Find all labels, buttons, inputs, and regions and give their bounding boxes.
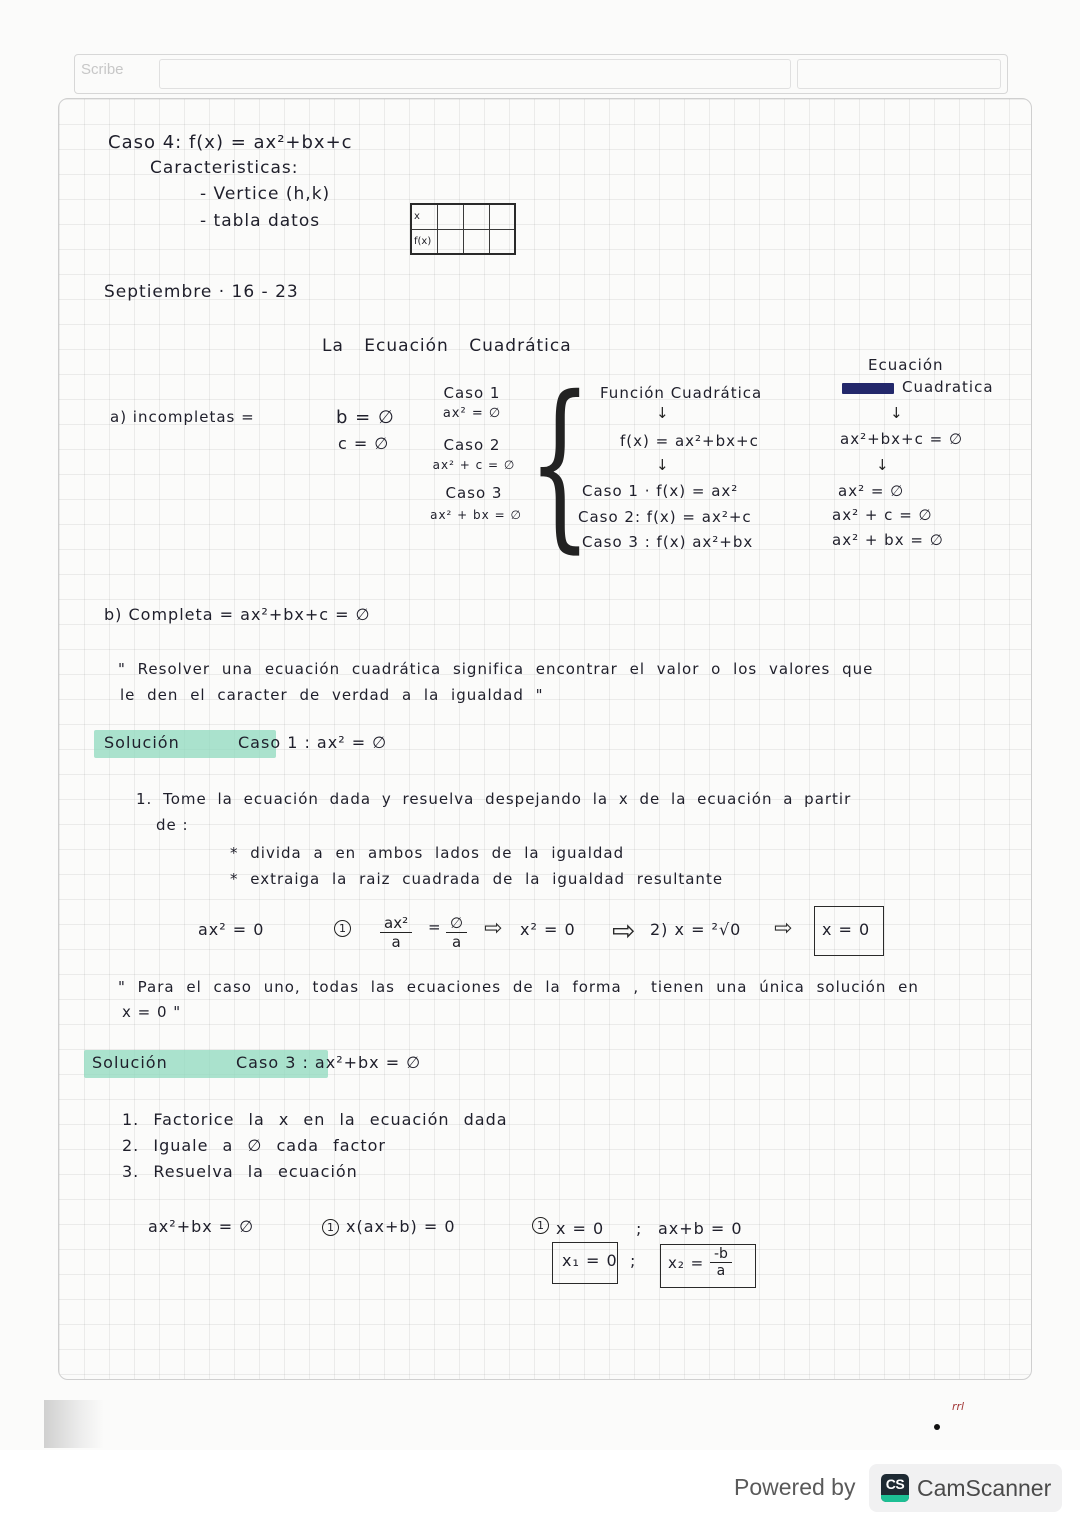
camscanner-brand-name: CamScanner [917,1475,1052,1501]
implies-arrow-icon: ⇨ [774,916,793,941]
ecuacion-general-form: ax²+bx+c = ∅ [840,430,964,448]
funcion-case-2: Caso 2: f(x) = ax²+c [578,508,752,526]
incompleta-case-1-name: Caso 1 [443,384,501,402]
date-heading: Septiembre · 16 - 23 [104,282,299,302]
caso4-title: Caso 4: f(x) = ax²+bx+c [108,132,353,153]
bullet-vertice: - Vertice (h,k) [200,184,331,204]
ink-dot [934,1424,940,1430]
funcion-general-form: f(x) = ax²+bx+c [620,432,759,450]
funcion-cuadratica-title: Función Cuadrática [600,384,763,402]
solucion3-linear: ax+b = 0 [658,1219,743,1238]
solucion3-factored: x(ax+b) = 0 [346,1217,456,1236]
incompletas-label: a) incompletas = [110,408,255,426]
curly-brace: { [528,357,592,569]
implies-arrow-icon: ⇨ [484,916,503,941]
c-condition: c = ∅ [338,434,390,453]
solucion3-answer-x1: x₁ = 0 [562,1251,618,1270]
solucion3-step-2: 2. Iguale a ∅ cada factor [122,1136,386,1155]
solucion3-step-3: 3. Resuelva la ecuación [122,1162,358,1181]
table-row-fx-label: f(x) [411,229,437,254]
ecuacion-title-line1: Ecuación [868,356,944,374]
solucion1-step-line1: 1. Tome la ecuación dada y resuelva despejando la x de la ecuación a partir [136,790,852,808]
solucion1-answer: x = 0 [822,920,871,939]
arrow-down-icon: ↓ [876,456,889,474]
notebook-header-strip [74,54,1008,94]
separator: ; [636,1219,643,1238]
fraction-ax2-over-a: $\frac{\text{ax²}}{a}$ [380,914,412,951]
incompleta-case-3-name: Caso 3 [445,484,503,502]
step-marker-circle: 1 [322,1219,339,1236]
implies-arrow-icon: ⇨ [612,914,636,947]
red-ink-mark: rrl [952,1400,965,1413]
camscanner-badge[interactable] [869,1464,1062,1512]
equals-sign: = [428,918,442,936]
quote-resolver-line2: le den el caracter de verdad a la igualdad " [120,686,544,704]
incompleta-case-2-name: Caso 2 [443,436,501,454]
solucion1-substep-divida: * divida a en ambos lados de la igualdad [230,844,625,862]
completa-label: b) Completa = ax²+bx+c = ∅ [104,605,371,624]
solucion1-work-start: ax² = 0 [198,920,265,939]
step-marker-circle: 1 [334,920,351,937]
solucion3-step-1: 1. Factorice la x en la ecuación dada [122,1110,508,1129]
fraction-neg-b-over-a: $\frac{-b}{a}$ [710,1246,732,1279]
header-field [159,59,791,89]
table-row-x-label: x [411,204,437,229]
solucion3-x-zero: x = 0 [556,1219,605,1238]
solucion1-result-x2: x² = 0 [520,920,576,939]
incompleta-case-1-eq: ax² = ∅ [442,406,502,421]
ink-scribble-arrow [842,383,894,394]
powered-by-label: Powered by [734,1474,856,1500]
solucion1-case: Caso 1 : ax² = ∅ [238,733,388,752]
fraction-zero-over-a: ∅ a [446,914,467,951]
solucion1-step-line2: de : [156,816,189,834]
step-marker-circle: 1 [532,1217,549,1234]
solucion1-substep-extraiga: * extraiga la raiz cuadrada de la igualdad resultante [230,870,724,888]
incompleta-case-2-eq: ax² + c = ∅ [432,458,516,472]
solucion3-answer-x2-lhs: x₂ = [668,1254,705,1272]
funcion-case-1: Caso 1 · f(x) = ax² [582,482,739,500]
header-field-date [797,59,1001,89]
ecuacion-title-line2: Cuadratica [902,378,994,396]
solucion3-case: Caso 3 : ax²+bx = ∅ [236,1053,422,1072]
ecuacion-case-3: ax² + bx = ∅ [832,531,944,549]
funcion-case-3: Caso 3 : f(x) ax²+bx [582,533,754,551]
scan-shadow [44,1400,104,1448]
separator: ; [630,1251,637,1270]
arrow-down-icon: ↓ [656,404,669,422]
quote-caso-uno-line1: " Para el caso uno, todas las ecuaciones de la forma , tienen una única solución en [118,978,919,996]
solucion3-work-start: ax²+bx = ∅ [148,1217,255,1236]
header-label: Scribe [81,61,124,78]
quote-resolver-line1: " Resolver una ecuación cuadrática significa encontrar el valor o los valores que [118,660,874,678]
b-condition: b = ∅ [336,407,395,428]
ecuacion-case-1: ax² = ∅ [838,482,905,500]
ecuacion-case-2: ax² + c = ∅ [832,506,933,524]
quote-caso-uno-line2: x = 0 " [122,1003,182,1021]
data-table-sketch [410,203,516,255]
arrow-down-icon: ↓ [656,456,669,474]
bullet-tabla-datos: - tabla datos [200,211,321,231]
arrow-down-icon: ↓ [890,404,903,422]
solucion3-heading: Solución [92,1053,168,1072]
incompleta-case-3-eq: ax² + bx = ∅ [430,508,522,522]
camscanner-logo-icon: CS [881,1474,909,1502]
caracteristicas-label: Caracteristicas: [150,158,299,178]
solucion1-heading: Solución [104,733,180,752]
solucion1-step2-sqrt: 2) x = ²√0 [650,920,742,939]
page-title: La Ecuación Cuadrática [322,336,572,356]
